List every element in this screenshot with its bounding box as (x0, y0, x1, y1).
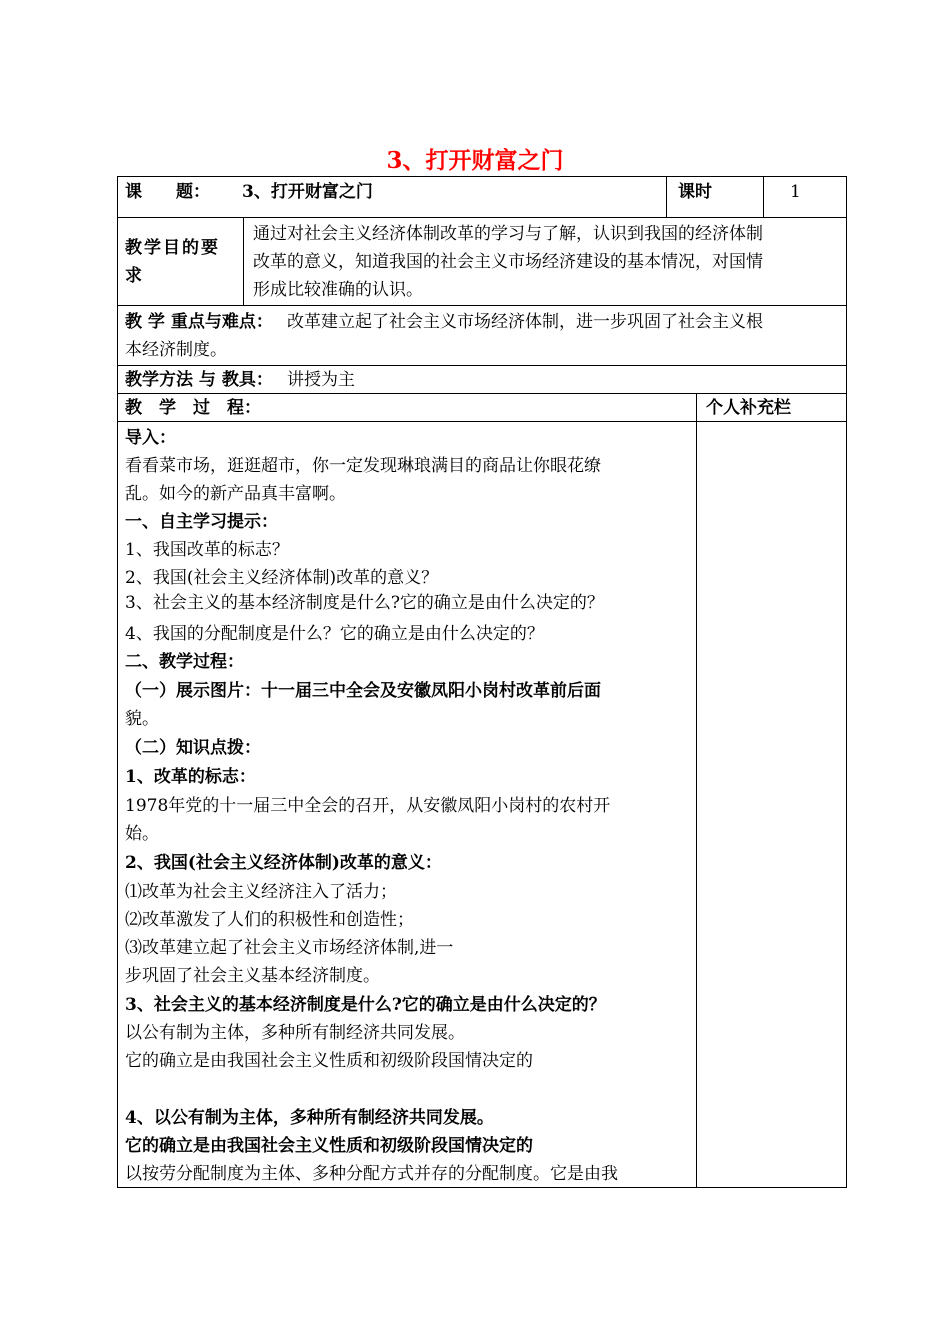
body-line: 貌。 (125, 709, 159, 729)
body-line: 1、改革的标志： (125, 767, 256, 787)
supplement-column-label: 个人补充栏 (706, 398, 791, 418)
body-line: 它的确立是由我国社会主义性质和初级阶段国情决定的 (125, 1136, 533, 1156)
goals-label: 教学目的要 (125, 238, 220, 258)
document-title: 3、打开财富之门 (386, 147, 564, 174)
body-line: 1978年党的十一届三中全会的召开，从安徽凤阳小岗村的农村开 (125, 796, 611, 816)
body-line: 它的确立是由我国社会主义性质和初级阶段国情决定的 (125, 1051, 533, 1071)
goals-label-cont: 求 (125, 266, 142, 286)
period-value: 1 (790, 182, 801, 202)
body-line: 以公有制为主体，多种所有制经济共同发展。 (125, 1023, 465, 1043)
body-line: ⑴改革为社会主义经济注入了活力； (125, 882, 397, 902)
row-divider (117, 305, 847, 306)
goals-line: 通过对社会主义经济体制改革的学习与了解，认识到我国的经济体制 (253, 224, 763, 244)
period-label: 课时 (678, 182, 712, 202)
process-label: 教 学 过 程： (125, 398, 261, 418)
key-points-line: 改革建立起了社会主义市场经济体制，进一步巩固了社会主义根 (287, 312, 763, 332)
column-divider (243, 217, 244, 305)
body-line: ⑶改革建立起了社会主义市场经济体制,进一 (125, 938, 454, 958)
body-line: 步巩固了社会主义基本经济制度。 (125, 966, 380, 986)
methods-label: 教学方法 与 教具： (125, 370, 273, 390)
row-divider (117, 217, 847, 218)
goals-line: 形成比较准确的认识。 (253, 280, 423, 300)
body-line: 看看菜市场，逛逛超市，你一定发现琳琅满目的商品让你眼花缭 (125, 456, 601, 476)
body-line: 3、社会主义的基本经济制度是什么?它的确立是由什么决定的？ (125, 593, 604, 613)
body-line: 二、教学过程： (125, 652, 244, 672)
key-points-line: 本经济制度。 (125, 340, 227, 360)
column-divider (763, 176, 764, 217)
body-line: 始。 (125, 824, 159, 844)
body-line: 1、我国改革的标志？ (125, 540, 289, 560)
topic-value: 3、打开财富之门 (242, 182, 373, 202)
body-line: 3、社会主义的基本经济制度是什么?它的确立是由什么决定的？ (125, 995, 606, 1015)
column-divider (696, 393, 697, 1188)
body-line: 2、我国(社会主义经济体制)改革的意义？ (125, 568, 439, 588)
key-points-label: 教 学 重点与难点： (125, 312, 273, 332)
body-line: 4、以公有制为主体，多种所有制经济共同发展。 (125, 1108, 494, 1128)
topic-label: 课 题： (125, 182, 210, 202)
methods-value: 讲授为主 (287, 370, 355, 390)
body-line: （一）展示图片：十一届三中全会及安徽凤阳小岗村改革前后面 (125, 681, 601, 701)
body-line: 乱。如今的新产品真丰富啊。 (125, 484, 346, 504)
goals-line: 改革的意义，知道我国的社会主义市场经济建设的基本情况，对国情 (253, 252, 763, 272)
body-line: 以按劳分配制度为主体、多种分配方式并存的分配制度。它是由我 (125, 1164, 618, 1184)
body-line: ⑵改革激发了人们的积极性和创造性； (125, 910, 414, 930)
body-line: 4、我国的分配制度是什么？它的确立是由什么决定的？ (125, 624, 544, 644)
body-line: 2、我国(社会主义经济体制)改革的意义： (125, 853, 442, 873)
body-line: 一、自主学习提示： (125, 512, 278, 532)
body-line: 导入： (125, 428, 176, 448)
column-divider (666, 176, 667, 217)
body-line: （二）知识点拨： (125, 738, 261, 758)
